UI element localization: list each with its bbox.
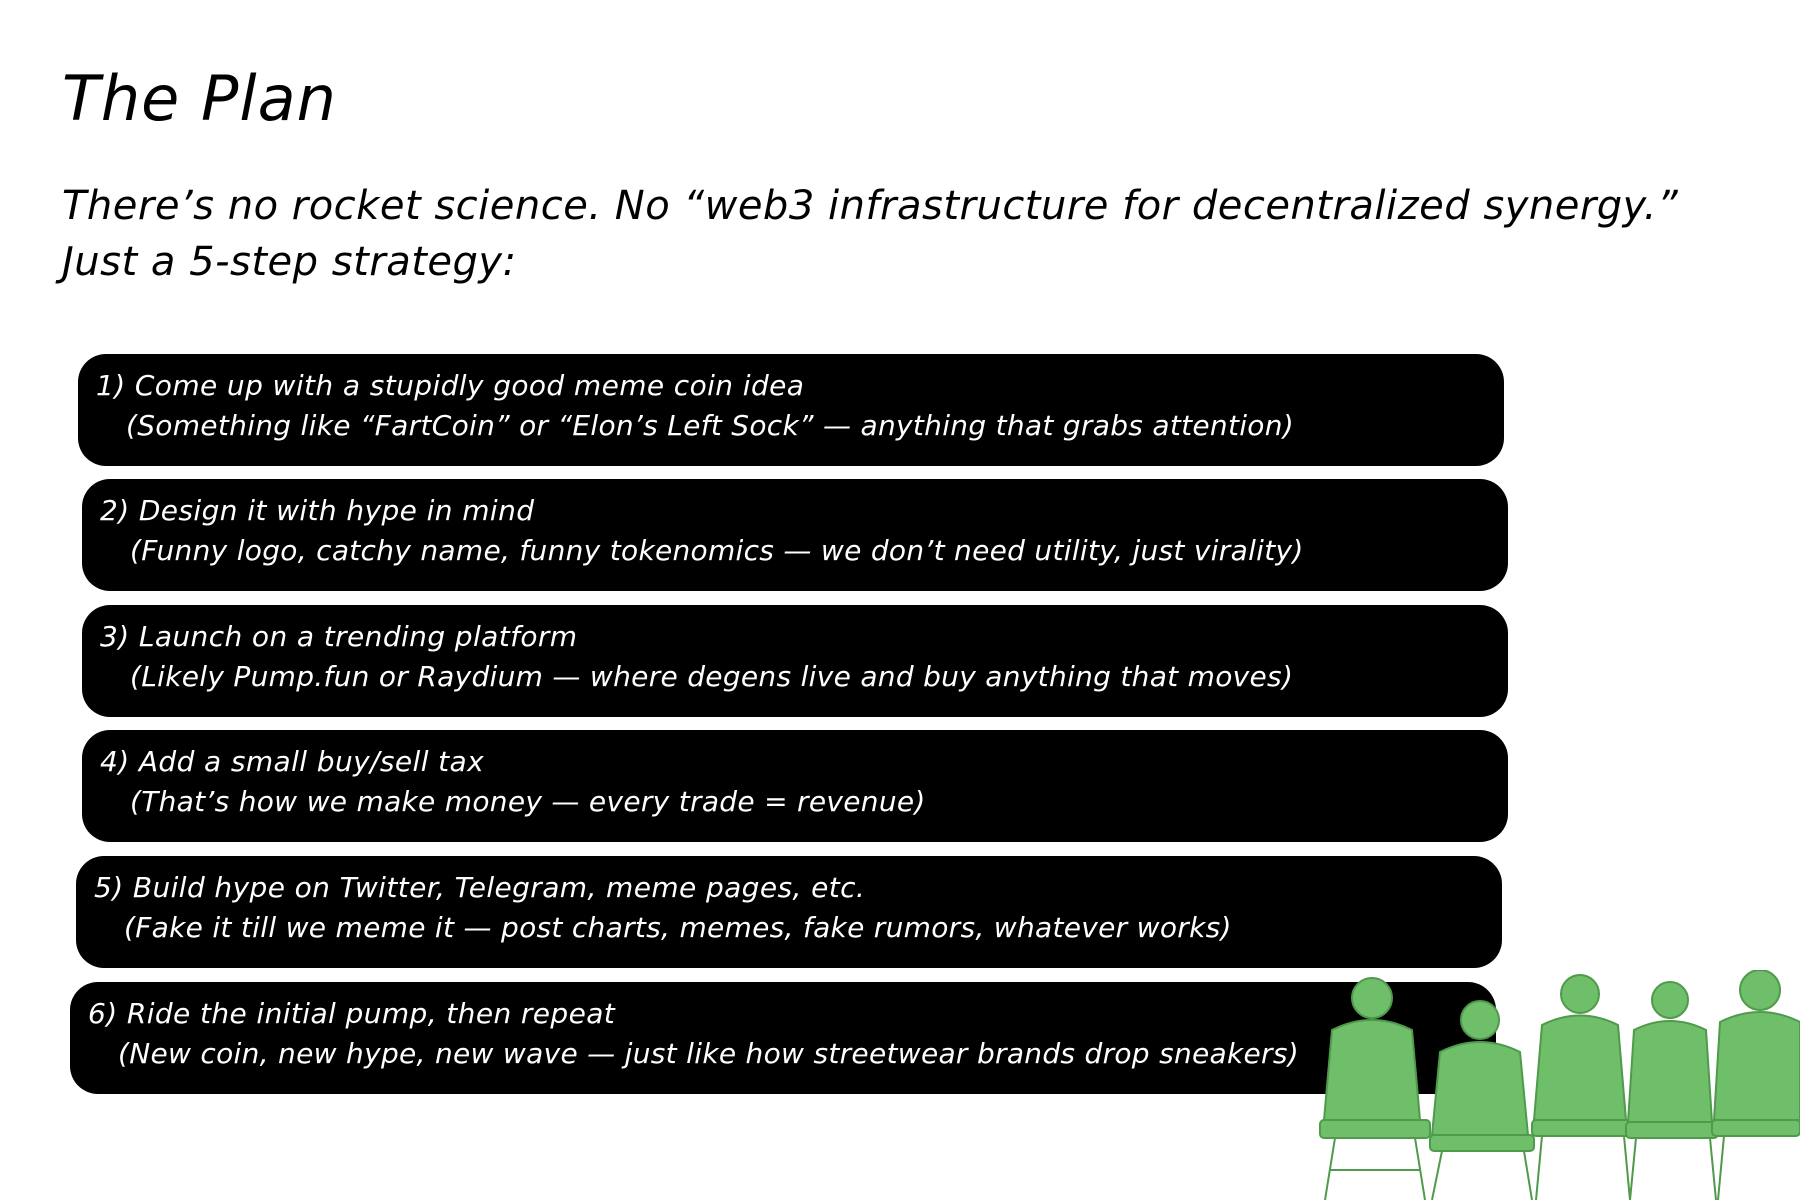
step-3	[82, 605, 1508, 717]
step-detail: (That’s how we make money — every trade = revenue)	[130, 785, 926, 818]
person-4-figure	[1626, 982, 1718, 1200]
step-title: 1) Come up with a stupidly good meme coin idea	[96, 369, 805, 402]
step-1	[78, 354, 1504, 466]
step-title: 2) Design it with hype in mind	[100, 494, 535, 527]
step-title: 6) Ride the initial pump, then repeat	[88, 997, 616, 1030]
step-title: 5) Build hype on Twitter, Telegram, meme pages, etc.	[94, 871, 866, 904]
step-detail: (Likely Pump.fun or Raydium — where degens live and buy anything that moves)	[130, 660, 1294, 693]
slide-title: The Plan	[62, 62, 337, 135]
person-2-figure	[1430, 1001, 1534, 1200]
person-3-figure	[1532, 975, 1632, 1200]
step-detail: (Fake it till we meme it — post charts, memes, fake rumors, whatever works)	[124, 911, 1232, 944]
person-1-figure	[1320, 978, 1430, 1200]
step-2	[82, 479, 1508, 591]
intro-line-2: Just a 5-step strategy:	[62, 239, 517, 285]
person-5-figure	[1712, 970, 1800, 1200]
step-detail: (Funny logo, catchy name, funny tokenomics — we don’t need utility, just virality)	[130, 534, 1304, 567]
step-detail: (Something like “FartCoin” or “Elon’s Left Sock” — anything that grabs attention)	[126, 409, 1295, 442]
step-4	[82, 730, 1508, 842]
step-title: 4) Add a small buy/sell tax	[100, 745, 485, 778]
intro-line-1: There’s no rocket science. No “web3 infrastructure for decentralized synergy.”	[62, 183, 1679, 229]
step-title: 3) Launch on a trending platform	[100, 620, 578, 653]
step-detail: (New coin, new hype, new wave — just like how streetwear brands drop sneakers)	[118, 1037, 1299, 1070]
panel-photo-image	[1280, 970, 1800, 1200]
step-5	[76, 856, 1502, 968]
